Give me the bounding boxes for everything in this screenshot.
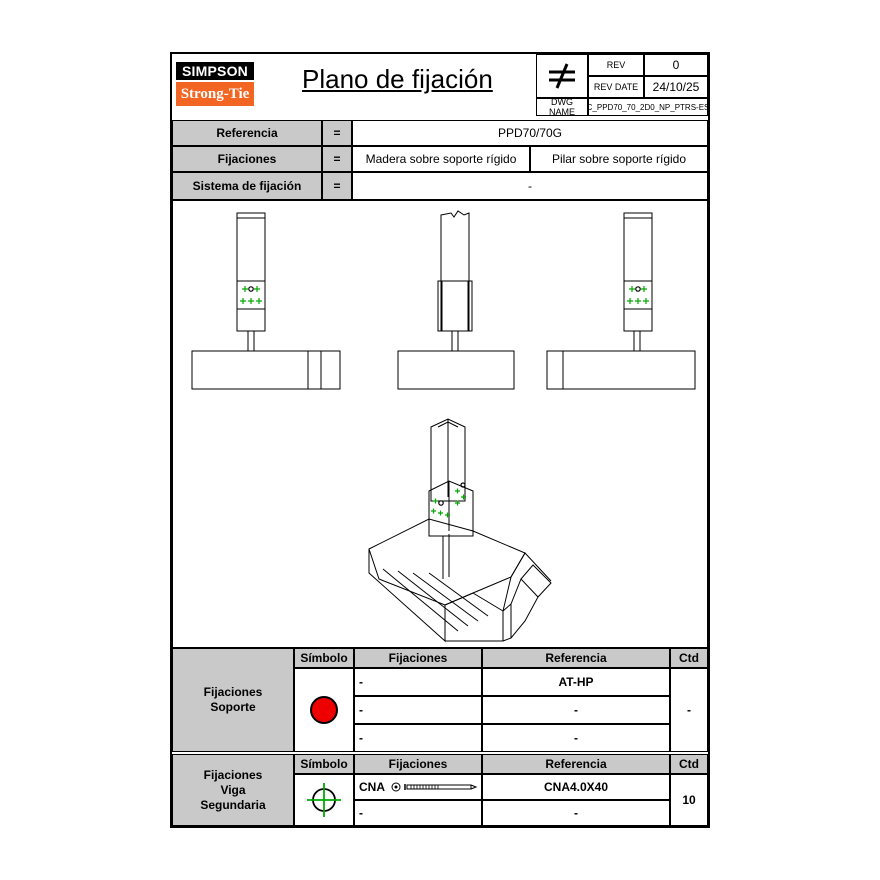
front-view-2 bbox=[398, 211, 514, 389]
viga-header-simbolo: Símbolo bbox=[294, 754, 354, 774]
soporte-header-simbolo: Símbolo bbox=[294, 648, 354, 668]
viga-group-label-text: Fijaciones Viga Segundaria bbox=[200, 767, 266, 812]
soporte-fijacion-3: - bbox=[354, 724, 482, 752]
viga-header-referencia: Referencia bbox=[482, 754, 670, 774]
dwg-name-value: C_PPD70_70_2D0_NP_PTRS-ES bbox=[588, 98, 708, 116]
rev-label: REV bbox=[588, 54, 644, 76]
viga-symbol-cell bbox=[294, 774, 354, 826]
sistema-label: Sistema de fijación bbox=[172, 172, 322, 200]
technical-drawing bbox=[173, 201, 709, 649]
fijaciones-value-1: Madera sobre soporte rígido bbox=[352, 146, 530, 172]
fijaciones-value-2: Pilar sobre soporte rígido bbox=[530, 146, 708, 172]
crosshair-icon bbox=[306, 782, 342, 818]
soporte-fijacion-1: - bbox=[354, 668, 482, 696]
rev-date-label: REV DATE bbox=[588, 76, 644, 98]
referencia-value: PPD70/70G bbox=[352, 120, 708, 146]
front-view-3 bbox=[547, 213, 695, 389]
viga-group-label bbox=[172, 754, 294, 826]
fastener-marks-view-3 bbox=[627, 286, 649, 304]
soporte-header-ctd: Ctd bbox=[670, 648, 708, 668]
soporte-referencia-1: AT-HP bbox=[482, 668, 670, 696]
viga-fijacion-2: - bbox=[354, 800, 482, 826]
drawing-area bbox=[172, 200, 708, 648]
viga-referencia-2: - bbox=[482, 800, 670, 826]
simpson-logo: SIMPSON bbox=[176, 62, 254, 80]
equals-sign: = bbox=[322, 146, 352, 172]
front-view-1 bbox=[192, 213, 340, 389]
viga-header-fijaciones: Fijaciones bbox=[354, 754, 482, 774]
nail-icon bbox=[391, 782, 477, 792]
fijaciones-label: Fijaciones bbox=[172, 146, 322, 172]
soporte-symbol-cell bbox=[294, 668, 354, 752]
not-equal-icon bbox=[536, 54, 588, 98]
strong-tie-logo: Strong-Tie bbox=[176, 82, 254, 106]
viga-fijacion-1 bbox=[354, 774, 482, 800]
soporte-group-label-text: Fijaciones Soporte bbox=[203, 685, 263, 714]
red-dot-icon bbox=[310, 696, 338, 724]
viga-referencia-1: CNA4.0X40 bbox=[482, 774, 670, 800]
isometric-view bbox=[369, 419, 551, 641]
viga-header-ctd: Ctd bbox=[670, 754, 708, 774]
equals-sign: = bbox=[322, 172, 352, 200]
page-title: Plano de fijación bbox=[302, 64, 493, 94]
soporte-referencia-2: - bbox=[482, 696, 670, 724]
soporte-header-fijaciones: Fijaciones bbox=[354, 648, 482, 668]
soporte-group-label bbox=[172, 648, 294, 752]
equals-sign: = bbox=[322, 120, 352, 146]
sistema-value: - bbox=[352, 172, 708, 200]
dwg-name-label: DWG NAME bbox=[536, 98, 588, 116]
fastener-marks-view-1 bbox=[240, 286, 262, 304]
soporte-ctd: - bbox=[670, 668, 708, 752]
viga-ctd: 10 bbox=[670, 774, 708, 826]
viga-fijacion-1-label: CNA bbox=[359, 780, 385, 794]
header bbox=[172, 54, 708, 116]
soporte-fijacion-2: - bbox=[354, 696, 482, 724]
referencia-label: Referencia bbox=[172, 120, 322, 146]
rev-value: 0 bbox=[644, 54, 708, 76]
soporte-header-referencia: Referencia bbox=[482, 648, 670, 668]
soporte-referencia-3: - bbox=[482, 724, 670, 752]
drawing-sheet bbox=[170, 52, 710, 828]
rev-date-value: 24/10/25 bbox=[644, 76, 708, 98]
